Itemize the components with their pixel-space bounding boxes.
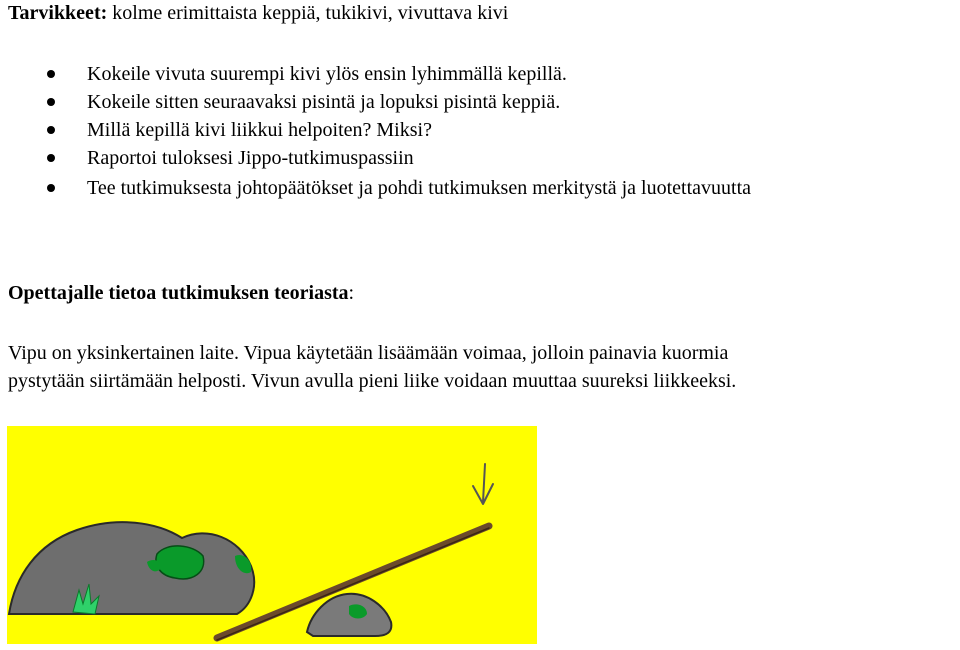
instruction-text: Kokeile sitten seuraavaksi pisintä ja lopuksi pisintä keppiä. — [87, 91, 561, 113]
bullet-icon — [47, 126, 55, 134]
list-item — [0, 60, 751, 88]
list-item — [0, 144, 751, 172]
instruction-text: Raportoi tuloksesi Jippo-tutkimuspassiin — [87, 147, 414, 169]
theory-line: Vipu on yksinkertainen laite. Vipua käytetään lisäämään voimaa, jolloin painavia kuormia — [8, 342, 729, 364]
bullet-icon — [47, 184, 55, 192]
instruction-list — [0, 60, 751, 202]
teacher-section-heading — [8, 282, 354, 305]
list-item — [0, 88, 751, 116]
moss-patch — [156, 546, 204, 579]
list-item — [0, 116, 751, 144]
instruction-text: Millä kepillä kivi liikkui helpoiten? Miksi? — [87, 119, 432, 141]
materials-line — [8, 2, 508, 25]
teacher-heading-colon: : — [348, 282, 355, 304]
materials-text: kolme erimittaista keppiä, tukikivi, vivuttava kivi — [107, 2, 509, 24]
bullet-icon — [47, 98, 55, 106]
materials-label: Tarvikkeet: — [8, 2, 108, 24]
bullet-icon — [47, 154, 55, 162]
teacher-heading-text: Opettajalle tietoa tutkimuksen teoriasta — [8, 282, 349, 304]
bullet-icon — [47, 70, 55, 78]
theory-line: pystytään siirtämään helposti. Vivun avulla pieni liike voidaan muuttaa suureksi liikkeeksi. — [8, 370, 737, 392]
lever-illustration — [7, 426, 537, 644]
instruction-text: Kokeile vivuta suurempi kivi ylös ensin lyhimmällä kepillä. — [87, 63, 567, 85]
instruction-text: Tee tutkimuksesta johtopäätökset ja pohdi tutkimuksen merkitystä ja luotettavuutta — [87, 177, 752, 199]
list-item — [0, 174, 751, 202]
theory-paragraph — [8, 339, 736, 395]
